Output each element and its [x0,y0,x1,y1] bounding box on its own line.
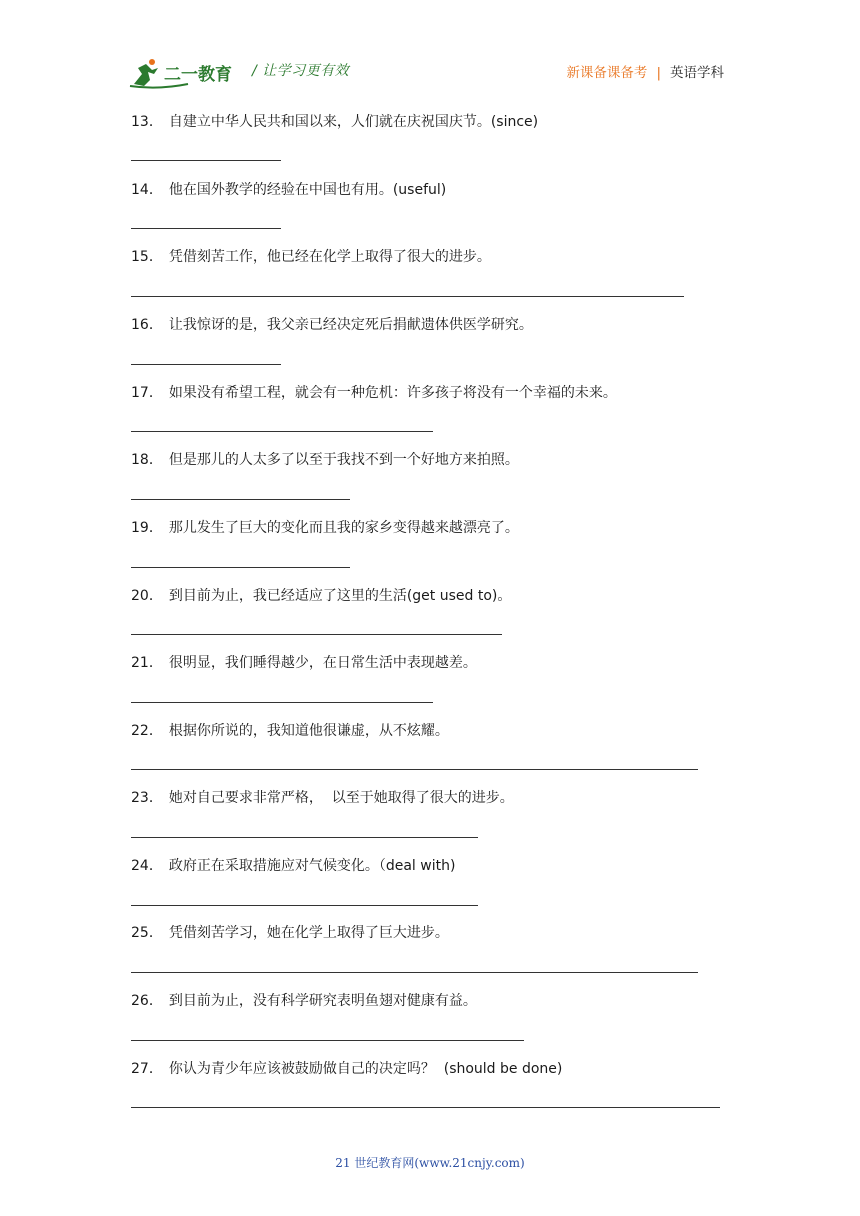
answer-line-25[interactable] [131,972,698,973]
answer-line-26[interactable] [131,1040,524,1041]
slogan: / 让学习更有效 [252,63,350,79]
footer-source[interactable]: 21 世纪教育网(www.21cnjy.com) [335,1156,525,1170]
question-14: 14． 他在国外教学的经验在中国也有用。(useful) [131,182,447,198]
question-22: 22． 根据你所说的，我知道他很谦虚，从不炫耀。 [131,723,449,739]
header-right [566,61,724,81]
answer-line-19[interactable] [131,567,350,568]
question-18: 18． 但是那儿的人太多了以至于我找不到一个好地方来拍照。 [131,452,519,468]
answer-line-18[interactable] [131,499,350,500]
question-26: 26． 到目前为止，没有科学研究表明鱼翅对健康有益。 [131,993,477,1009]
answer-line-13[interactable] [131,160,281,161]
question-24: 24． 政府正在采取措施应对气候变化。（deal with) [131,858,456,874]
answer-line-17[interactable] [131,431,433,432]
page-header [0,0,860,100]
question-16: 16． 让我惊讶的是，我父亲已经决定死后捐献遗体供医学研究。 [131,317,533,333]
answer-line-16[interactable] [131,364,281,365]
question-27: 27． 你认为青少年应该被鼓励做自己的决定吗？ (should be done) [131,1061,563,1077]
question-23: 23． 她对自己要求非常严格， 以至于她取得了很大的进步。 [131,790,514,806]
question-20: 20． 到目前为止，我已经适应了这里的生活(get used to)。 [131,588,512,604]
question-15: 15． 凭借刻苦工作，他已经在化学上取得了很大的进步。 [131,249,491,265]
question-25: 25． 凭借刻苦学习，她在化学上取得了巨大进步。 [131,925,449,941]
header-label: 新课备课备考 [566,65,648,81]
question-21: 21． 很明显，我们睡得越少，在日常生活中表现越差。 [131,655,477,671]
header-separator: | [656,65,661,81]
header-subject: 英语学科 [670,65,724,81]
svg-text:二一教育: 二一教育 [164,65,232,85]
answer-line-24[interactable] [131,905,478,906]
answer-line-14[interactable] [131,228,281,229]
question-19: 19． 那儿发生了巨大的变化而且我的家乡变得越来越漂亮了。 [131,520,519,536]
answer-line-23[interactable] [131,837,478,838]
answer-line-22[interactable] [131,769,698,770]
question-17: 17． 如果没有希望工程，就会有一种危机：许多孩子将没有一个幸福的未来。 [131,385,617,401]
answer-line-21[interactable] [131,702,433,703]
question-13: 13． 自建立中华人民共和国以来，人们就在庆祝国庆节。(since) [131,114,539,130]
answer-line-27[interactable] [131,1107,720,1108]
logo [128,56,252,90]
runner-icon [134,64,158,86]
answer-line-15[interactable] [131,296,684,297]
answer-line-20[interactable] [131,634,502,635]
